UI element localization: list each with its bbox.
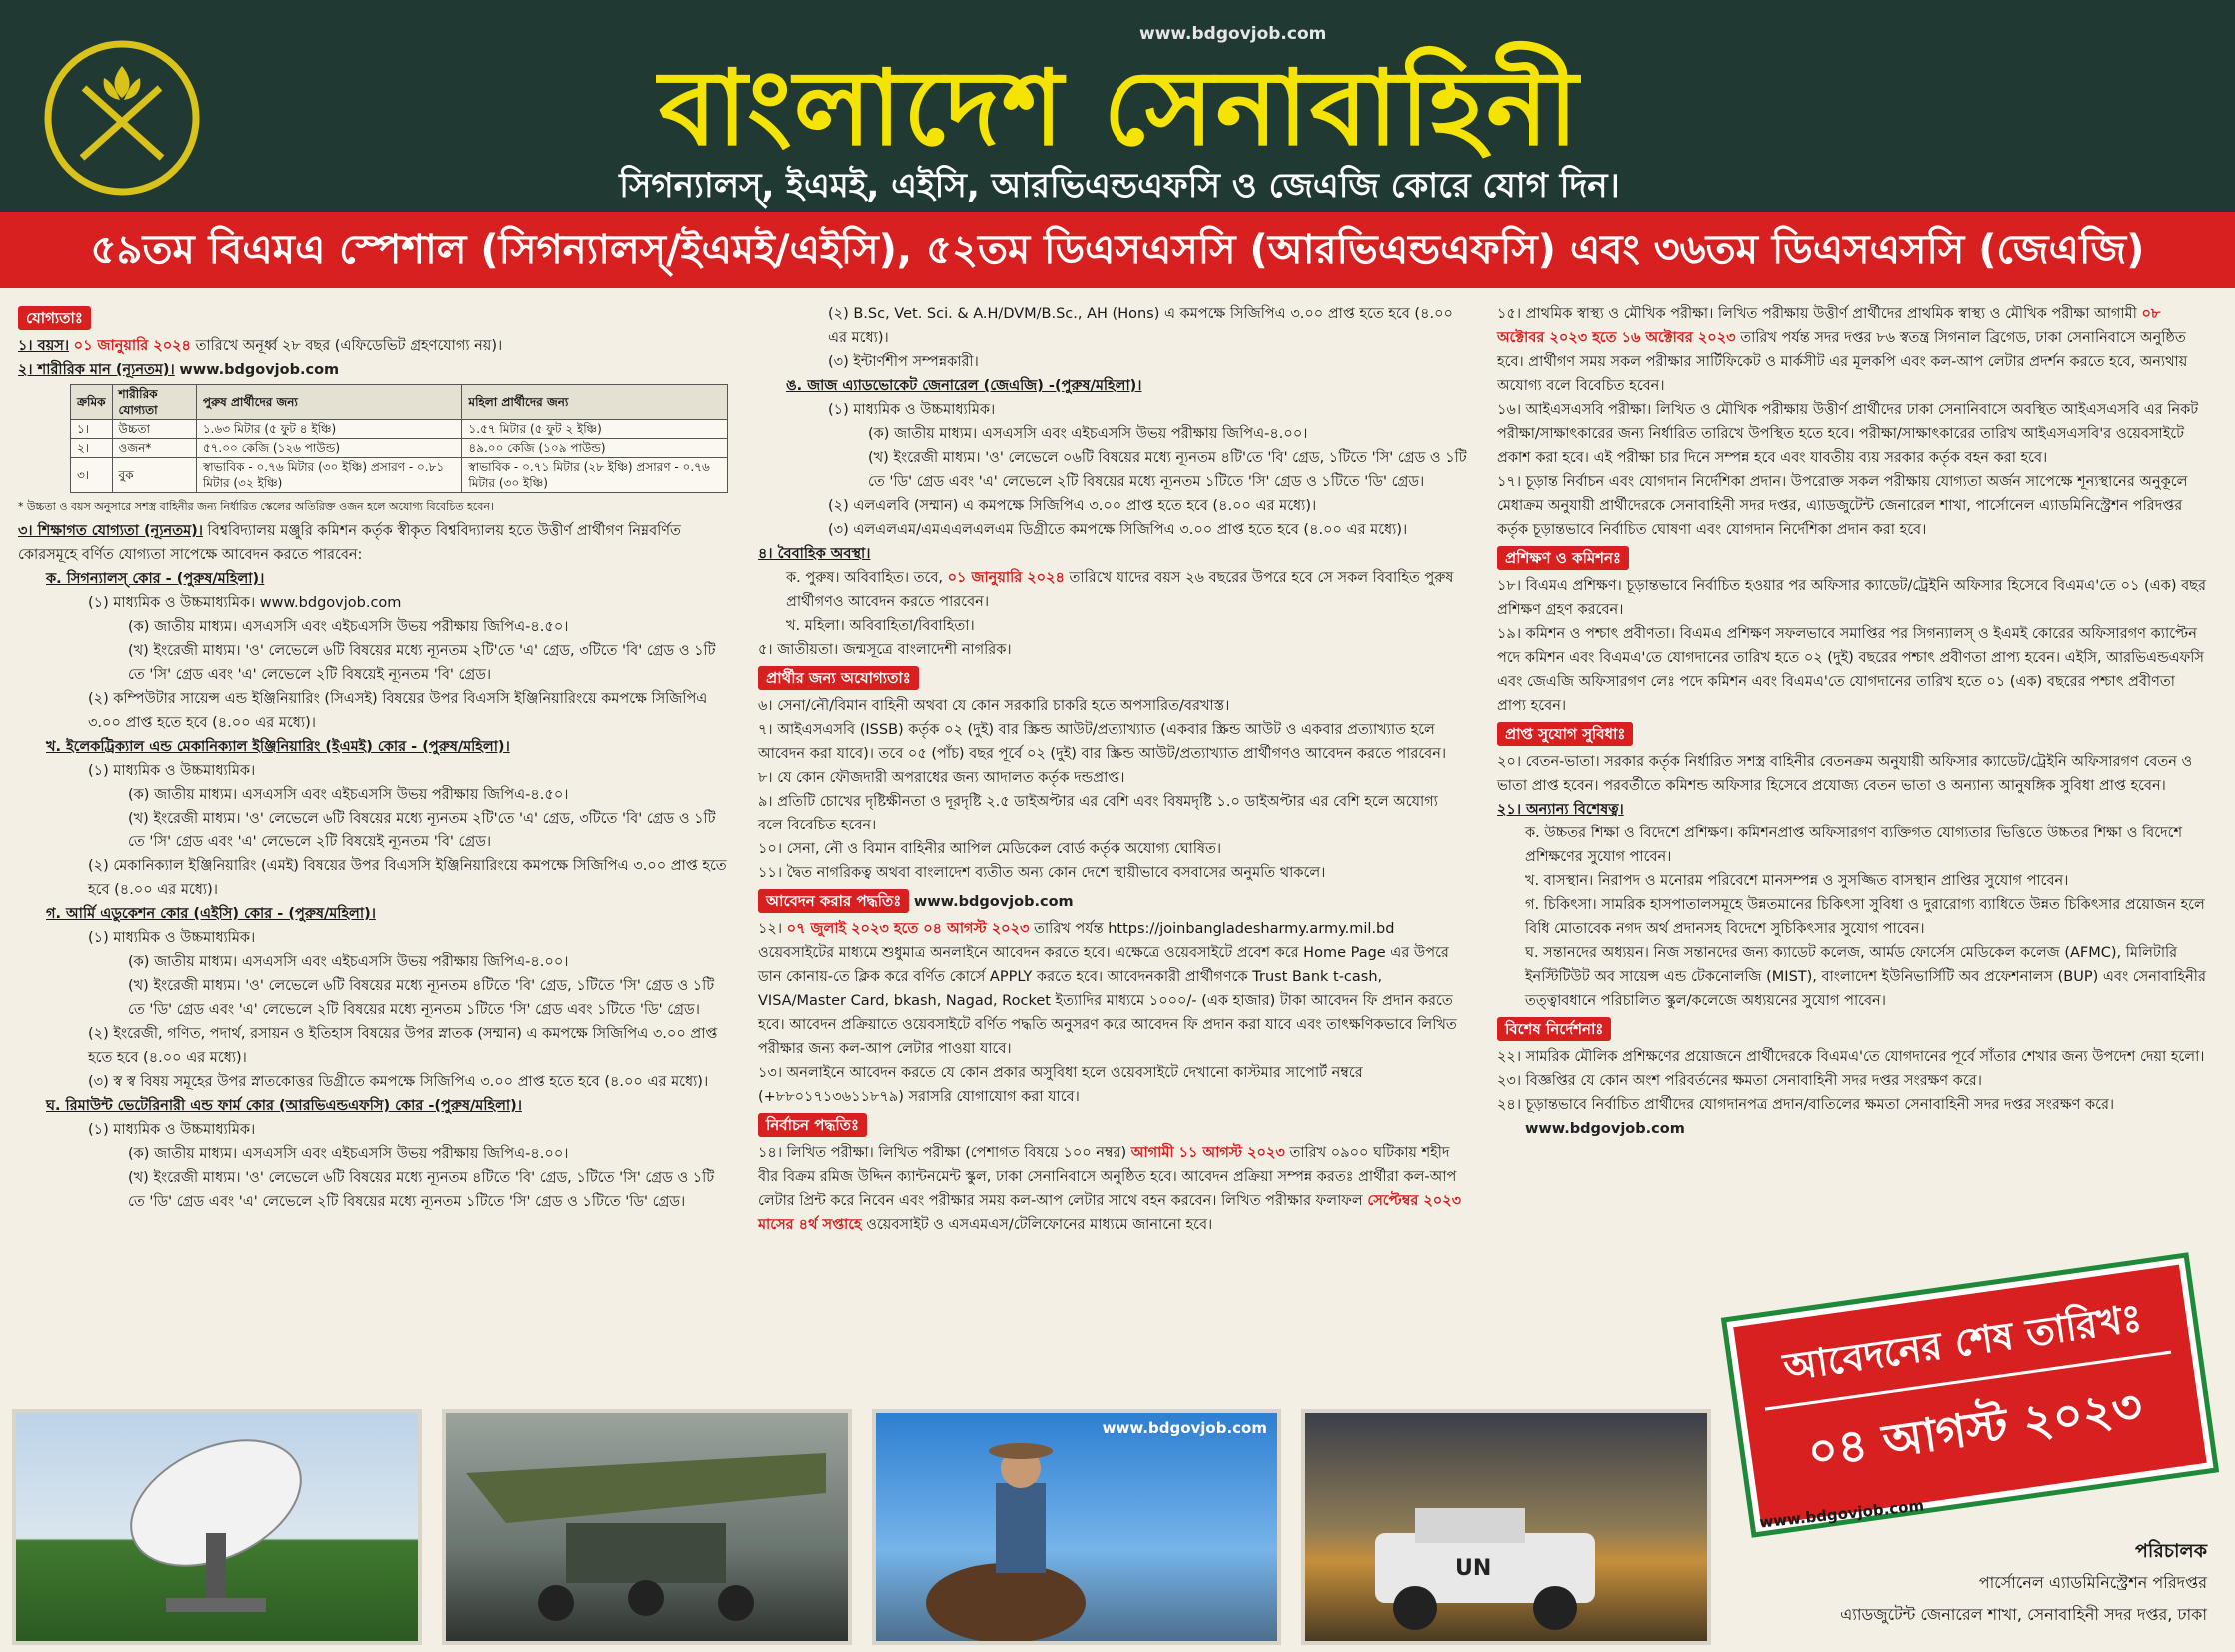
text: তারিখ পর্যন্ত https://joinbangladesharmy.army.mil.bd ওয়েবসাইটের মাধ্যমে শুধুমাত্র অনলাইনে আবেদন করতে হবে। এক্ষেত্রে ওয়েবসাইটে প্রবেশ করে Home Page এর উপরে ডান কোনায়-তে ক্লিক করে বর্ণিত কোর্সে APPLY করতে হবে। আবেদনকারী প্রার্থীগণকে Trust Bank t-cash, VISA/Master Card, bkash, Nagad, Rocket ইত্যাদির মাধ্যমে ১০০০/- (এক হাজার) টাকা আবেদন ফি প্রদান করতে হবে। আবেদন প্রক্রিয়াতে ওয়েবসাইটে বর্ণিত পদ্ধতি অনুসরণ করে আবেদন ফি প্রদান করা যাবে এবং তাৎক্ষণিকভাবে লিখিত পরীক্ষার জন্য কল-আপ লেটার পাওয়া যাবে। xyxy=(758,921,1457,1057)
list-item xyxy=(758,917,1467,1061)
marital-heading: ৪। বৈবাহিক অবস্থা। xyxy=(758,546,871,562)
list-item: ঘ. সন্তানদের অধ্যয়ন। নিজ সন্তানদের জন্য ক্যাডেট কলেজ, আর্মড ফোর্সেস মেডিকেল কলেজ (AFMC), মিলিটারি ইনস্টিটিউট অব সায়েন্স এন্ড টেকনোলজি (MIST), বাংলাদেশ ইউনিভার্সিটি অব প্রফেশনালস (BUP) এবং সেনাবাহিনীর তত্ত্বাবধানে পরিচালিত স্কুল/কলেজে অধ্যয়নের সুযোগ পাবেন। xyxy=(1525,945,2206,1009)
table-cell: ১.৬৩ মিটার (৫ ফুট ৪ ইঞ্চি) xyxy=(196,420,462,439)
signatory-line: এ্যাডজুটেন্ট জেনারেল শাখা, সেনাবাহিনী সদর দপ্তর, ঢাকা xyxy=(1840,1605,2207,1624)
list-item: ১৮। বিএমএ প্রশিক্ষণ। চূড়ান্তভাবে নির্বাচিত হওয়ার পর অফিসার ক্যাডেট/ট্রেইনি অফিসার হিসেবে বিএমএ'তে ০১ (এক) বছর প্রশিক্ষণ গ্রহণ করবেন। xyxy=(1497,578,2206,618)
list-item: ২০। বেতন-ভাতা। সরকার কর্তৃক নির্ধারিত সশস্ত্র বাহিনীর বেতনক্রম অনুযায়ী অফিসার ক্যাডেট/ট্রেইনি অফিসারগণ বেতন ও ভাতা প্রাপ্ত হবেন। পরবর্তীতে কমিশন্ড অফিসার হিসেবে প্রযোজ্য বেতন ভাতা ও অন্যান্য আনুষঙ্গিক সুবিধা প্রাপ্ত হবেন। xyxy=(1497,754,2193,794)
list-item: ১৬। আইএসএসবি পরীক্ষা। লিখিত ও মৌখিক পরীক্ষায় উত্তীর্ণ প্রার্থীদের ঢাকা সেনানিবাসে অবস্থিত আইএসএসবি এর নিকট পরীক্ষা/সাক্ষাৎকারের জন্য নির্ধারিত তারিখে উপস্থিত হতে হবে। পরীক্ষা/সাক্ষাৎকারের তারিখ আইএসএসবি'র ওয়েবসাইটে প্রকাশ করা হবে। এই পরীক্ষা চার দিনে সম্পন্ন হবে এবং যাবতীয় ব্যয় সরকার কর্তৃক বহন করা হবে। xyxy=(1497,402,2199,466)
column-header: শারীরিক যোগ্যতা xyxy=(112,385,196,420)
table-cell: ২। xyxy=(71,439,113,458)
site-watermark: www.bdgovjob.com xyxy=(1758,1496,1925,1532)
label: ৩। শিক্ষাগত যোগ্যতা (ন্যূনতম)। xyxy=(18,523,203,539)
section-heading: বিশেষ নির্দেশনাঃ xyxy=(1497,1017,1611,1041)
section-heading: যোগ্যতাঃ xyxy=(18,306,91,330)
deadline-banner xyxy=(1726,1258,2213,1532)
table-row xyxy=(71,420,728,439)
un-vehicle-photo xyxy=(1301,1409,1711,1645)
list-item: (খ) ইংরেজী মাধ্যম। 'ও' লেভেলে ০৬টি বিষয়ের মধ্যে ন্যূনতম ৪টি'তে 'বি' গ্রেড, ১টিতে 'সি' গ্রেড ও ১টি তে 'ডি' গ্রেড এবং 'এ' লেভেলে ২টি বিষয়ের মধ্যে ন্যূনতম ১টিতে 'সি' গ্রেড ও ১টিতে 'ডি' গ্রেড। xyxy=(868,450,1467,490)
table-cell: ১। xyxy=(71,420,113,439)
page-title: বাংলাদেশ সেনাবাহিনী xyxy=(658,47,1581,169)
corps-heading: ক. সিগন্যালস্ কোর - (পুরুষ/মহিলা)। xyxy=(46,571,265,587)
text: তারিখে যাদের বয়স ২৬ বছরের উপরে হবে সে সকল বিবাহিত পুরুষ প্রার্থীগণও আবেদন করতে পারবেন। xyxy=(786,570,1454,610)
list-item: গ. চিকিৎসা। সামরিক হাসপাতালসমূহে উন্নতমানের চিকিৎসা সুবিধা ও দুরারোগ্য ব্যাধিতে উন্নত চিকিৎসার প্রয়োজন হলে বিধি মোতাবেক নগদ অর্থ প্রদানসহ বিদেশে সুচিকিৎসার সুযোগ পাবেন। xyxy=(1525,897,2205,937)
site-watermark: www.bdgovjob.com xyxy=(1139,24,1327,44)
horse-rider-photo xyxy=(872,1409,1281,1645)
label: ১। বয়স। xyxy=(18,338,70,354)
section-heading: প্রাপ্ত সুযোগ সুবিধাঃ xyxy=(1497,722,1633,746)
deadline-date: ০৪ আগস্ট ২০২৩ xyxy=(1804,1378,2146,1479)
list-item: ২২। সামরিক মৌলিক প্রশিক্ষণের প্রয়োজনে প্রার্থীদেরকে বিএমএ'তে যোগদানের পূর্বে সাঁতার শেখার জন্য উপদেশ দেয়া হলো। xyxy=(1497,1049,2205,1065)
table-cell: ৫৭.০০ কেজি (১২৬ পাউন্ড) xyxy=(196,439,462,458)
list-item: (ক) জাতীয় মাধ্যম। এসএসসি এবং এইচএসসি উভয় পরীক্ষায় জিপিএ-৪.৫০। xyxy=(128,787,569,803)
text: ক. পুরুষ। অবিবাহিত। তবে, xyxy=(786,570,943,586)
signatory-line: পার্সোনেল এ্যাডমিনিস্ট্রেশন পরিদপ্তর xyxy=(1978,1573,2207,1592)
date-highlight: সেপ্টেম্বর ২০২৩ মাসের ৪র্থ সপ্তাহে xyxy=(758,1193,1462,1233)
un-label: UN xyxy=(1455,1556,1492,1581)
table-row xyxy=(71,458,728,493)
aircraft-icon xyxy=(446,1413,848,1641)
list-item xyxy=(1497,302,2207,398)
list-item: (২) মেকানিক্যাল ইঞ্জিনিয়ারিং (এমই) বিষয়ের উপর বিএসসি ইঞ্জিনিয়ারিংয়ে কমপক্ষে সিজিপিএ ৩.০০ প্রাপ্ত হতে হবে (৪.০০ এর মধ্যে)। xyxy=(88,858,727,898)
text: বিশ্ববিদ্যালয় মঞ্জুরি কমিশন কর্তৃক স্বীকৃত বিশ্ববিদ্যালয় হতে উত্তীর্ণ প্রার্থীগণ নিম্নবর্ণিত কোরসমূহে বর্ণিত যোগ্যতা সাপেক্ষে আবেদন করতে পারবেন: xyxy=(18,523,681,563)
list-item: ১৭। চূড়ান্ত নির্বাচন এবং যোগদান নির্দেশিকা প্রদান। উপরোক্ত সকল পরীক্ষায় যোগ্যতা অর্জন সাপেক্ষে শূন্যস্থানের অনুকূলে মেধাক্রম অনুযায়ী প্রার্থীদেরকে সেনাবাহিনী সদর দপ্তর, এ্যাডজুটেন্ট জেনারেল শাখা, পার্সোনেল এ্যাডমিনিস্ট্রেশন পরিদপ্তর কর্তৃক চূড়ান্তভাবে নির্বাচিত ঘোষণা এবং যোগদান নির্দেশিকা প্রদান করা হবে। xyxy=(1497,474,2188,538)
column-header: ক্রমিক xyxy=(71,385,113,420)
list-item: (খ) ইংরেজী মাধ্যম। 'ও' লেভেলে ৬টি বিষয়ের মধ্যে ন্যূনতম ৪টিতে 'বি' গ্রেড, ১টিতে 'সি' গ্রেড ও ১টি তে 'ডি' গ্রেড এবং 'এ' লেভেলে ২টি বিষয়ের মধ্যে ন্যূনতম ১টিতে 'সি' গ্রেড এবং ১টিতে 'ডি' গ্রেড। xyxy=(128,978,715,1018)
corps-heading: খ. ইলেকট্রিক্যাল এন্ড মেকানিক্যাল ইঞ্জিনিয়ারিং (ইএমই) কোর - (পুরুষ/মহিলা)। xyxy=(46,739,510,755)
deadline-title: আবেদনের শেষ তারিখঃ xyxy=(1780,1295,2145,1390)
date-highlight: ০৮ অক্টোবর ২০২৩ হতে ১৬ অক্টোবর ২০২৩ xyxy=(1497,306,2161,346)
date-highlight: ০১ জানুয়ারি ২০২৪ xyxy=(73,338,191,354)
site-watermark: www.bdgovjob.com xyxy=(1525,1121,1685,1137)
text: ১৪। লিখিত পরীক্ষা। লিখিত পরীক্ষা (পেশাগত বিষয়ে ১০০ নম্বর) xyxy=(758,1145,1127,1161)
text: তারিখ পর্যন্ত সদর দপ্তর ৮৬ স্বতন্ত্র সিগনাল ব্রিগেড, ঢাকা সেনানিবাসে অনুষ্ঠিত হবে। প্রার্থীগণ সময় সকল পরীক্ষার সার্টিফিকেট ও মার্কসীট এর মূলকপি এবং কল-আপ লেটার প্রদর্শন করতে হবে, অন্যথায় অযোগ্য বলে বিবেচিত হবেন। xyxy=(1497,330,2188,394)
age-line xyxy=(18,334,728,358)
text: তারিখ ০৯০০ ঘটিকায় শহীদ বীর বিক্রম রমিজ উদ্দিন ক্যান্টনমেন্ট স্কুল, ঢাকা সেনানিবাসে অনুষ্ঠিত হবে। আবেদন প্রক্রিয়া সম্পন্ন করতঃ প্রার্থীরা কল-আপ লেটার প্রিন্ট করে নিবেন এবং পরীক্ষার সময় কল-আপ লেটার সাথে বহন করবেন। লিখিত পরীক্ষার ফলাফল xyxy=(758,1145,1457,1209)
list-item: ২১। অন্যান্য বিশেষত্ব। xyxy=(1497,802,1624,818)
list-item: (ক) জাতীয় মাধ্যম। এসএসসি এবং এইচএসসি উভয় পরীক্ষায় জিপিএ-৪.৫০। xyxy=(128,619,569,635)
apply-heading-row xyxy=(758,885,1467,917)
list-item: ২৩। বিজ্ঞপ্তির যে কোন অংশ পরিবর্তনের ক্ষমতা সেনাবাহিনী সদর দপ্তর সংরক্ষণ করে। xyxy=(1497,1073,1982,1089)
table-row xyxy=(71,439,728,458)
label: ২। শারীরিক মান (ন্যূনতম)। xyxy=(18,362,175,378)
column-header: মহিলা প্রার্থীদের জন্য xyxy=(462,385,728,420)
list-item: (ক) জাতীয় মাধ্যম। এসএসসি এবং এইচএসসি উভয় পরীক্ষায় জিপিএ-৪.০০। xyxy=(128,1146,569,1162)
text: তারিখে অনূর্ধ্ব ২৮ বছর (এফিডেভিট গ্রহণযোগ্য নয়)। xyxy=(195,338,503,354)
list-item: (২) কম্পিউটার সায়েন্স এন্ড ইঞ্জিনিয়ারিং (সিএসই) বিষয়ের উপর বিএসসি ইঞ্জিনিয়ারিংয়ে কমপক্ষে সিজিপিএ ৩.০০ প্রাপ্ত হতে হবে (৪.০০ এর মধ্যে)। xyxy=(88,691,708,731)
aircraft-maintenance-photo xyxy=(442,1409,852,1645)
text: ১২। xyxy=(758,921,783,937)
list-item: (খ) ইংরেজী মাধ্যম। 'ও' লেভেলে ৬টি বিষয়ের মধ্যে ন্যূনতম ২টি'তে 'এ' গ্রেড, ৩টিতে 'বি' গ্রেড ও ১টি তে 'সি' গ্রেড এবং 'এ' লেভেলে ২টি বিষয়েই ন্যূনতম 'বি' গ্রেড। xyxy=(128,643,716,683)
list-item: (৩) এলএলএম/এমএএলএলএম ডিগ্রীতে কমপক্ষে সিজিপিএ ৩.০০ প্রাপ্ত হতে হবে (৪.০০ এর মধ্যে)। xyxy=(828,522,1408,538)
text: ১৫। প্রাথমিক স্বাস্থ্য ও মৌখিক পরীক্ষা। লিখিত পরীক্ষায় উত্তীর্ণ প্রার্থীদের প্রাথমিক স্বাস্থ্য ও মৌখিক পরীক্ষা আগামী xyxy=(1497,306,2137,322)
list-item: খ. মহিলা। অবিবাহিতা/বিবাহিতা। xyxy=(786,618,975,634)
list-item: ১০। সেনা, নৌ ও বিমান বাহিনীর আপিল মেডিকেল বোর্ড কর্তৃক অযোগ্য ঘোষিত। xyxy=(758,841,1222,857)
physical-standard-line xyxy=(18,358,728,382)
education-line xyxy=(18,519,728,567)
table-cell: স্বাভাবিক - ০.৭১ মিটার (২৮ ইঞ্চি) প্রসারণ - ০.৭৬ মিটার (৩০ ইঞ্চি) xyxy=(462,458,728,493)
site-watermark: www.bdgovjob.com xyxy=(1102,1419,1267,1437)
list-item xyxy=(758,1141,1467,1237)
list-item: (ক) জাতীয় মাধ্যম। এসএসসি এবং এইচএসসি উভয় পরীক্ষায় জিপিএ-৪.০০। xyxy=(128,954,569,970)
header-banner xyxy=(0,0,2235,212)
corps-heading: ঘ. রিমাউন্ট ভেটেরিনারী এন্ড ফার্ম কোর (আরভিএন্ডএফসি) কোর -(পুরুষ/মহিলা)। xyxy=(46,1098,522,1114)
table-cell: ১.৫৭ মিটার (৫ ফুট ২ ইঞ্চি) xyxy=(462,420,728,439)
list-item: ৭। আইএসএসবি (ISSB) কর্তৃক ০২ (দুই) বার স্ক্রিন্ড আউট/প্রত্যাখ্যাত (একবার স্ক্রিন্ড আউট ও একবার প্রত্যাখ্যাত হলে আবেদন করা যাবে)। তবে ০৫ (পাঁচ) বছর পূর্বে ০২ (দুই) বার স্ক্রিন্ড আউট/প্রত্যাখ্যাত প্রার্থীগণও আবেদন করতে পারবেন। xyxy=(758,722,1447,762)
column-header: পুরুষ প্রার্থীদের জন্য xyxy=(196,385,462,420)
date-highlight: আগামী ১১ আগস্ট ২০২৩ xyxy=(1130,1145,1285,1161)
list-item: (১) মাধ্যমিক ও উচ্চমাধ্যমিক। xyxy=(88,763,256,779)
table-cell: ওজন* xyxy=(112,439,196,458)
list-item: ৬। সেনা/নৌ/বিমান বাহিনী অথবা যে কোন সরকারি চাকরি হতে অপসারিত/বরখাস্ত। xyxy=(758,698,1230,714)
list-item: ২৪। চূড়ান্তভাবে নির্বাচিত প্রার্থীদের যোগদানপত্র প্রদান/বাতিলের ক্ষমতা সেনাবাহিনী সদর দপ্তর সংরক্ষণ করে। xyxy=(1497,1097,2115,1113)
army-emblem-icon xyxy=(42,38,202,198)
list-item: (৩) ইন্টার্ণশীপ সম্পন্নকারী। xyxy=(828,354,979,370)
list-item: ১৩। অনলাইনে আবেদন করতে যে কোন প্রকার অসুবিধা হলে ওয়েবসাইটে দেখানো কাস্টমার সাপোর্ট নম্বরে (+৮৮০১৭১৩৬১১৮৭৯) সরাসরি যোগাযোগ করা যাবে। xyxy=(758,1065,1363,1105)
date-highlight: ০৭ জুলাই ২০২৩ হতে ০৪ আগস্ট ২০২৩ xyxy=(786,921,1030,937)
list-item: (১) মাধ্যমিক ও উচ্চমাধ্যমিক। www.bdgovjob.com xyxy=(88,595,402,611)
signature-block xyxy=(1840,1535,2207,1631)
table-cell: বুক xyxy=(112,458,196,493)
date-highlight: ০১ জানুয়ারি ২০২৪ xyxy=(947,570,1065,586)
list-item: খ. বাসস্থান। নিরাপদ ও মনোরম পরিবেশে মানসম্পন্ন ও সুসজ্জিত বাসস্থান প্রাপ্তির সুযোগ পাবেন। xyxy=(1525,873,2069,889)
list-item: (৩) স্ব স্ব বিষয় সমূহের উপর স্নাতকোত্তর ডিগ্রীতে কমপক্ষে সিজিপিএ ৩.০০ প্রাপ্ত হতে হবে (৪.০০ এর মধ্যে)। xyxy=(88,1074,709,1090)
table-cell: ৪৯.০০ কেজি (১০৯ পাউন্ড) xyxy=(462,439,728,458)
list-item: ৮। যে কোন ফৌজদারী অপরাধের জন্য আদালত কর্তৃক দন্ডপ্রাপ্ত। xyxy=(758,770,1125,786)
table-cell: উচ্চতা xyxy=(112,420,196,439)
site-watermark: www.bdgovjob.com xyxy=(179,362,340,378)
corps-heading: ঙ. জাজ এ্যাডভোকেট জেনারেল (জেএজি) -(পুরুষ/মহিলা)। xyxy=(786,378,1142,394)
list-item: ৫। জাতীয়তা। জন্মসূত্রে বাংলাদেশী নাগরিক। xyxy=(758,642,1012,658)
column-2 xyxy=(758,302,1467,1237)
list-item: (১) মাধ্যমিক ও উচ্চমাধ্যমিক। xyxy=(88,1122,256,1138)
armored-vehicle-icon xyxy=(1305,1413,1707,1641)
table-header-row xyxy=(71,385,728,420)
section-heading: প্রার্থীর জন্য অযোগ্যতাঃ xyxy=(758,666,919,690)
list-item: (খ) ইংরেজী মাধ্যম। 'ও' লেভেলে ৬টি বিষয়ের মধ্যে ন্যূনতম ৪টিতে 'বি' গ্রেড, ১টিতে 'সি' গ্রেড ও ১টি তে 'ডি' গ্রেড এবং 'এ' লেভেলে ২টি বিষয়ের মধ্যে ন্যূনতম ১টিতে 'সি' গ্রেড ও ১টিতে 'ডি' গ্রেড। xyxy=(128,1170,715,1210)
list-item: (২) B.Sc, Vet. Sci. & A.H/DVM/B.Sc., AH (Hons) এ কমপক্ষে সিজিপিএ ৩.০০ প্রাপ্ত হতে হবে (৪.০০ এর মধ্যে)। xyxy=(828,306,1453,346)
text: ওয়েবসাইট ও এসএমএস/টেলিফোনের মাধ্যমে জানানো হবে। xyxy=(866,1217,1213,1233)
table-cell: স্বাভাবিক - ০.৭৬ মিটার (৩০ ইঞ্চি) প্রসারণ - ০.৮১ মিটার (৩২ ইঞ্চি) xyxy=(196,458,462,493)
list-item: (১) মাধ্যমিক ও উচ্চমাধ্যমিক। xyxy=(828,402,996,418)
list-item: (খ) ইংরেজী মাধ্যম। 'ও' লেভেলে ৬টি বিষয়ের মধ্যে ন্যূনতম ২টি'তে 'এ' গ্রেড, ৩টিতে 'বি' গ্রেড ও ১টি তে 'সি' গ্রেড এবং 'এ' লেভেলে ২টি বিষয়েই ন্যূনতম 'বি' গ্রেড। xyxy=(128,811,716,850)
list-item: ক. উচ্চতর শিক্ষা ও বিদেশে প্রশিক্ষণ। কমিশনপ্রাপ্ত অফিসারগণ ব্যক্তিগত যোগ্যতার ভিত্তিতে উচ্চতর শিক্ষা ও বিদেশে প্রশিক্ষণের সুযোগ পাবেন। xyxy=(1525,826,2183,865)
list-item: (১) মাধ্যমিক ও উচ্চমাধ্যমিক। xyxy=(88,930,256,946)
physical-standard-table xyxy=(70,384,728,493)
site-watermark: www.bdgovjob.com xyxy=(913,894,1074,910)
signatory-title: পরিচালক xyxy=(2135,1540,2207,1562)
satellite-dish-photo xyxy=(12,1409,422,1645)
list-item: ১১। দ্বৈত নাগরিকত্ব অথবা বাংলাদেশ ব্যতীত অন্য কোন দেশে স্থায়ীভাবে বসবাসের অনুমতি থাকলে। xyxy=(758,865,1326,881)
list-item: ৯। প্রতিটি চোখের দৃষ্টিক্ষীনতা ও দূরদৃষ্টি ২.৫ ডাইঅপ্টার এর বেশি এবং বিষমদৃষ্টি ১.০ ডাইঅপ্টার এর বেশি হলে অযোগ্য বলে বিবেচিত হবেন। xyxy=(758,794,1438,833)
section-heading: নির্বাচন পদ্ধতিঃ xyxy=(758,1113,867,1137)
list-item: (২) ইংরেজী, গণিত, পদার্থ, রসায়ন ও ইতিহাস বিষয়ের উপর স্নাতক (সম্মান) এ কমপক্ষে সিজিপিএ ৩.০০ প্রাপ্ত হতে হবে (৪.০০ এর মধ্যে)। xyxy=(88,1026,718,1066)
section-heading: প্রশিক্ষণ ও কমিশনঃ xyxy=(1497,546,1629,570)
list-item xyxy=(758,566,1467,614)
table-cell: ৩। xyxy=(71,458,113,493)
list-item: (২) এলএলবি (সম্মান) এ কমপক্ষে সিজিপিএ ৩.০০ প্রাপ্ত হতে হবে (৪.০০ এর মধ্যে)। xyxy=(828,498,1317,514)
corps-heading: গ. আর্মি এডুকেশন কোর (এইসি) কোর - (পুরুষ/মহিলা)। xyxy=(46,906,376,922)
column-1 xyxy=(18,302,728,1214)
table-note: * উচ্চতা ও বয়স অনুসারে সশস্ত্র বাহিনীর জন্য নির্ধারিত স্কেলের অতিরিক্ত ওজন হলে অযোগ্য বিবেচিত হবেন। xyxy=(18,500,494,513)
list-item: (ক) জাতীয় মাধ্যম। এসএসসি এবং এইচএসসি উভয় পরীক্ষায় জিপিএ-৪.০০। xyxy=(868,426,1308,442)
section-heading: আবেদন করার পদ্ধতিঃ xyxy=(758,889,909,913)
column-3 xyxy=(1497,302,2207,1141)
course-bar-text: ৫৯তম বিএমএ স্পেশাল (সিগন্যালস্/ইএমই/এইসি), ৫২তম ডিএসএসসি (আরভিএন্ডএফসি) এবং ৩৬তম ডিএসএসসি (জেএজি) xyxy=(90,227,2145,273)
page-subtitle: সিগন্যালস্, ইএমই, এইসি, আরভিএন্ডএফসি ও জেএজি কোরে যোগ দিন। xyxy=(619,166,1620,206)
horse-rider-icon xyxy=(876,1413,1277,1641)
list-item: ১৯। কমিশন ও পশ্চাৎ প্রবীণতা। বিএমএ প্রশিক্ষণ সফলভাবে সমাপ্তির পর সিগন্যালস্ ও ইএমই কোরের অফিসারগণ ক্যাপ্টেন পদে কমিশন এবং বিএমএ'তে যোগদানের তারিখ হতে ০২ (দুই) বছরের পশ্চাৎ প্রবীণতা প্রাপ্য হবেন। এইসি, আরভিএন্ডএফসি এবং জেএজি অফিসারগণ লেঃ পদে কমিশন এবং বিএমএ'তে যোগদানের তারিখ হতে ০১ (এক) বছরের পশ্চাৎ প্রবীণতা প্রাপ্য হবেন। xyxy=(1497,626,2204,714)
course-bar xyxy=(0,212,2235,288)
satellite-dish-icon xyxy=(16,1413,418,1641)
